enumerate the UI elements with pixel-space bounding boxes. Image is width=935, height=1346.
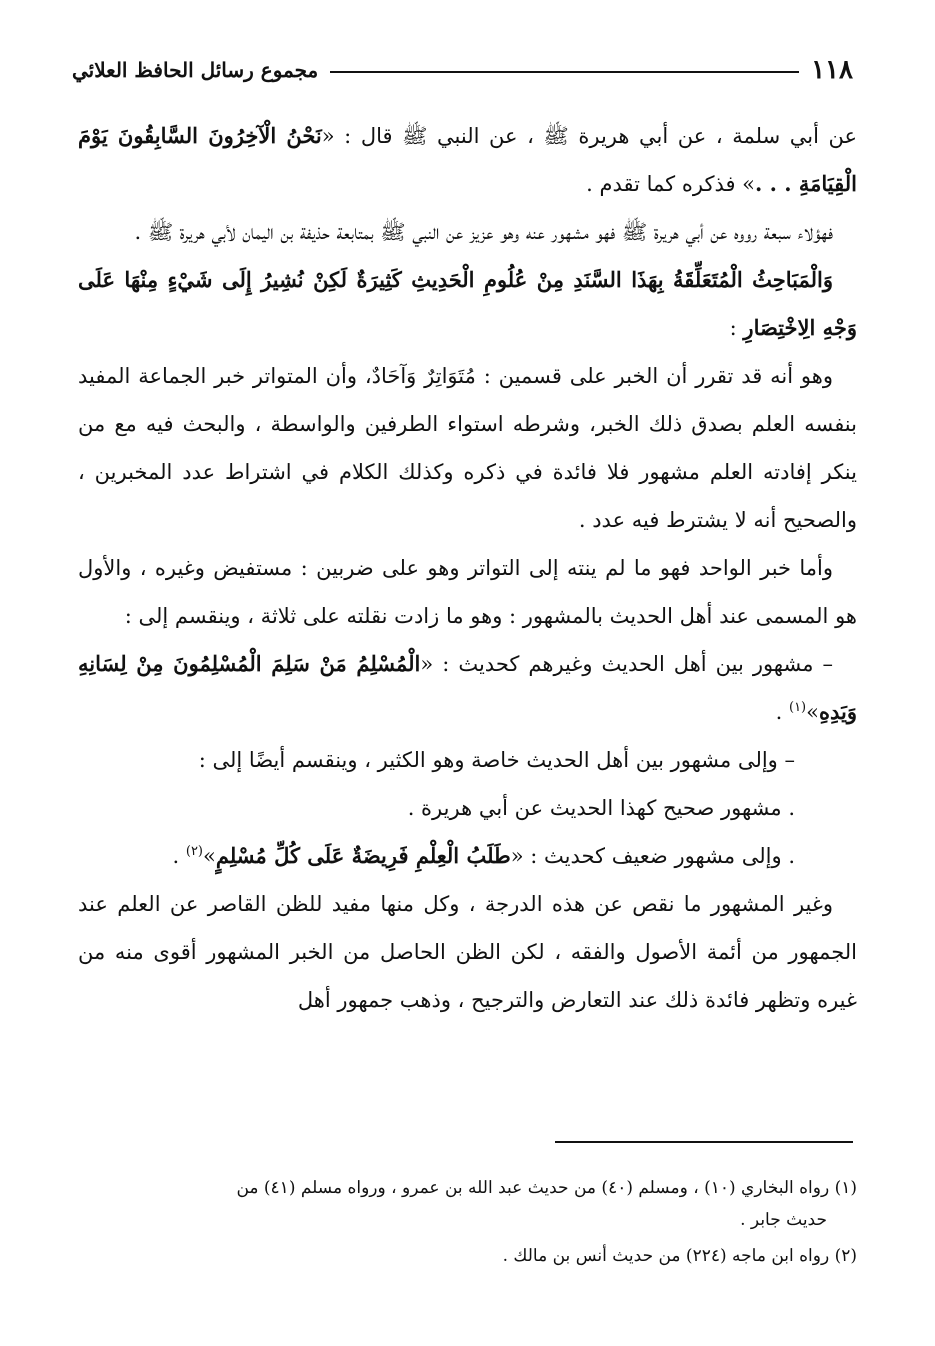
- hadith-quote-2: الْمُسْلِمُ مَنْ سَلِمَ الْمُسْلِمُونَ مِنْ لِسَانِهِ وَيَدِهِ: [78, 651, 857, 724]
- paragraph-9-end: .: [172, 844, 186, 868]
- footnotes: [78, 1172, 857, 1276]
- hadith-quote-1: نَحْنُ الْآخِرُونَ السَّابِقُونَ يَوْمَ الْقِيَامَةِ . . .: [78, 123, 857, 196]
- paragraph-9-text-b: »: [203, 844, 216, 868]
- main-text: [78, 112, 857, 1024]
- paragraph-6-text-a: – مشهور بين أهل الحديث وغيرهم كحديث : «: [420, 652, 833, 676]
- hadith-quote-3: طَلَبُ الْعِلْمِ فَرِيضَةٌ عَلَى كُلِّ مُسْلِمٍ: [215, 843, 511, 868]
- paragraph-9-text-a: . وإلى مشهور ضعيف كحديث : «: [510, 844, 795, 868]
- section-heading-colon: :: [729, 316, 744, 340]
- paragraph-4: وهو أنه قد تقرر أن الخبر على قسمين : مُتَوَاتِرٌ وَآحَادٌ، وأن المتواتر خبر الجماعة المفيد بنفسه العلم بصدق ذلك الخبر، وشرطه استواء الطرفين والواسطة ، والبحث فيه مع من ينكر إفادته العلم مشهور فلا فائدة في ذكره وكذلك الكلام في اشتراط عدد المخبرين ، والصحيح أنه لا يشترط فيه عدد .: [78, 364, 857, 532]
- paragraph-8: . مشهور صحيح كهذا الحديث عن أبي هريرة .: [407, 796, 795, 820]
- running-title: مجموع رسائل الحافظ العلائي: [72, 58, 319, 82]
- paragraph-6-text-b: »: [806, 700, 819, 724]
- paragraph-6-end: .: [775, 700, 789, 724]
- paragraph-1-text-a: عن أبي سلمة ، عن أبي هريرة ﷺ ، عن النبي ﷺ قال : «: [321, 124, 858, 148]
- paragraph-2: فهؤلاء سبعة رووه عن أبي هريرة ﷺ فهو مشهور عنه وهو عزيز عن النبي ﷺ بمتابعة حذيفة بن اليمان لأبي هريرة ﷺ .: [134, 220, 833, 244]
- paragraph-6: [78, 640, 857, 736]
- footnote-1: [78, 1172, 857, 1236]
- paragraph-9: [78, 832, 857, 880]
- paragraph-10: وغير المشهور ما نقص عن هذه الدرجة ، وكل منها مفيد للظن القاصر عن العلم عند الجمهور من أئمة الأصول والفقه ، لكن الظن الحاصل من الخبر المشهور أقوى منه من غيره وتظهر فائدة ذلك عند التعارض والترجيح ، وذهب جمهور أهل: [78, 892, 857, 1012]
- footnote-2: (٢) رواه ابن ماجه (٢٢٤) من حديث أنس بن مالك .: [502, 1246, 857, 1266]
- page-number: ١١٨: [811, 55, 853, 85]
- footnote-separator: [555, 1141, 853, 1143]
- paragraph-3: [78, 256, 857, 352]
- paragraph-5: وأما خبر الواحد فهو ما لم ينته إلى التواتر وهو على ضربين : مستفيض وغيره ، والأول هو المسمى عند أهل الحديث بالمشهور : وهو ما زادت نقلته على ثلاثة ، وينقسم إلى :: [78, 556, 857, 628]
- footnote-1-line-2: حديث جابر .: [740, 1210, 827, 1230]
- footnote-1-line-1: (١) رواه البخاري (١٠) ، ومسلم (٤٠) من حديث عبد الله بن عمرو ، ورواه مسلم (٤١) من: [236, 1178, 857, 1198]
- footnote-ref-1: (١): [788, 700, 807, 715]
- paragraph-7: – وإلى مشهور بين أهل الحديث خاصة وهو الكثير ، وينقسم أيضًا إلى :: [198, 748, 795, 772]
- paragraph-1: [78, 112, 857, 208]
- page-header: [72, 50, 853, 90]
- footnote-ref-2: (٢): [185, 844, 203, 859]
- paragraph-1-text-b: » فذكره كما تقدم .: [586, 172, 756, 196]
- header-rule: [330, 71, 799, 73]
- section-heading: وَالْمَبَاحِثُ الْمُتَعَلِّقَةُ بِهَذَا السَّنَدِ مِنْ عُلُومِ الْحَدِيثِ كَثِيرَةٌ لَكِنْ نُشِيرُ إِلَى شَيْءٍ مِنْهَا عَلَى وَجْهِ الِاخْتِصَارِ: [78, 267, 857, 340]
